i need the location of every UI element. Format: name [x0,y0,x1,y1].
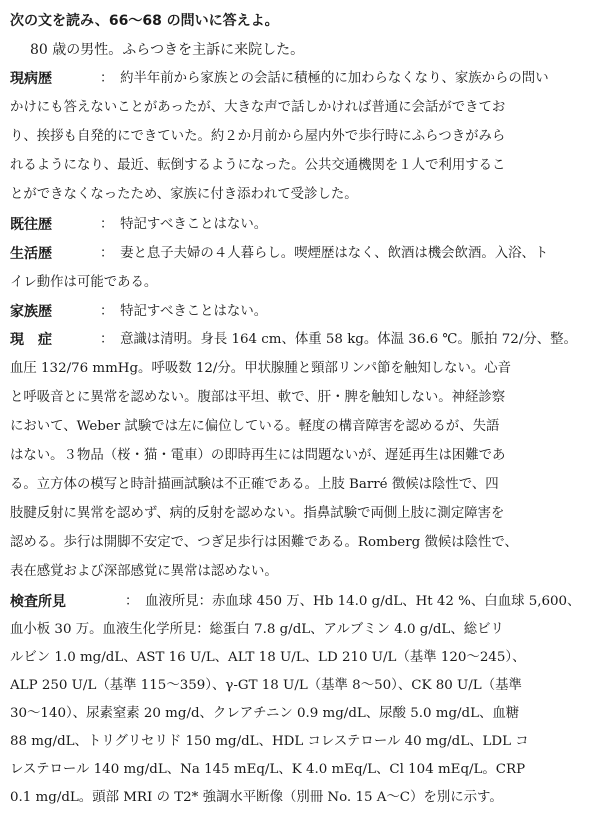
section-label: 生活歴 [10,246,52,262]
text-line: レステロール 140 mg/dL、Na 145 mEq/L、K 4.0 mEq/L、Cl 104 mEq/L。CRP [10,762,526,777]
text-line: において、Weber 試験では左に偏位している。軽度の構音障害を認めるが、失語 [10,419,500,434]
text-line: ： 特記すべきことはない。 [100,217,268,232]
text-line: り、挨拶も自発的にできていた。約２か月前から屋内外で歩行時にふらつきがみら [10,129,506,144]
text-line: ： 意識は清明。身長 164 cm、体重 58 kg。体温 36.6 ℃。脈拍 72/分、整。 [100,332,577,347]
text-line: 血小板 30 万。血液生化学所見：総蛋白 7.8 g/dL、アルブミン 4.0 g/dL、総ビリ [10,622,504,637]
text-line: 肢腱反射に異常を認めず、病的反射を認めない。指鼻試験で両側上肢に測定障害を [10,506,505,521]
patient-summary: 80 歳の男性。ふらつきを主訴に来院した。 [30,42,305,58]
text-line: はない。３物品（桜・猫・電車）の即時再生には問題ないが、遅延再生は困難であ [10,448,506,463]
text-line: 血圧 132/76 mmHg。呼吸数 12/分。甲状腺腫と頸部リンパ節を触知しない。心音 [10,361,512,376]
section-label: 現病歴 [10,71,52,87]
text-line: とができなくなったため、家族に付き添われて受診した。 [10,187,358,202]
section-label: 検査所見 [10,594,66,610]
text-line: ALP 250 U/L（基準 115〜359）、γ-GT 18 U/L（基準 8〜50）、CK 80 U/L（基準 [10,678,522,693]
text-line: ルビン 1.0 mg/dL、AST 16 U/L、ALT 18 U/L、LD 210 U/L（基準 120〜245）、 [10,650,526,665]
text-line: る。立方体の模写と時計描画試験は不正確である。上肢 Barré 徴候は陰性で、四 [10,477,499,492]
text-line: ： 血液所見：赤血球 450 万、Hb 14.0 g/dL、Ht 42 %、白血球 5,600、 [125,594,581,609]
text-line: 30〜140）、尿素窒素 20 mg/d、クレアチニン 0.9 mg/dL、尿酸 5.0 mg/dL、血糖 [10,706,520,721]
text-line: 表在感覚および深部感覚に異常は認めない。 [10,564,278,579]
text-line: れるようになり、最近、転倒するようになった。公共交通機関を１人で利用するこ [10,158,506,173]
text-line: かけにも答えないことがあったが、大きな声で話しかければ普通に会話ができてお [10,100,506,115]
section-label: 既往歴 [10,217,52,233]
text-line: ： 特記すべきことはない。 [100,304,268,319]
text-line: 認める。歩行は開脚不安定で、つぎ足歩行は困難である。Romberg 徴候は陰性で、 [10,535,518,550]
text-line: ： 約半年前から家族との会話に積極的に加わらなくなり、家族からの問い [100,71,549,86]
text-line: 0.1 mg/dL。頭部 MRI の T2* 強調水平断像（別冊 No. 15 A〜C）を別に示す。 [10,790,503,805]
text-line: イレ動作は可能である。 [10,275,158,290]
text-line: ： 妻と息子夫婦の４人暮らし。喫煙歴はなく、飲酒は機会飲酒。入浴、ト [100,246,549,261]
text-line: と呼吸音とに異常を認めない。腹部は平坦、軟で、肝・脾を触知しない。神経診察 [10,390,506,405]
question-instruction: 次の文を読み、66〜68 の問いに答えよ。 [10,13,279,29]
section-label: 家族歴 [10,304,52,320]
section-label: 現 症 [10,332,52,348]
text-line: 88 mg/dL、トリグリセリド 150 mg/dL、HDL コレステロール 40 mg/dL、LDL コ [10,734,529,749]
